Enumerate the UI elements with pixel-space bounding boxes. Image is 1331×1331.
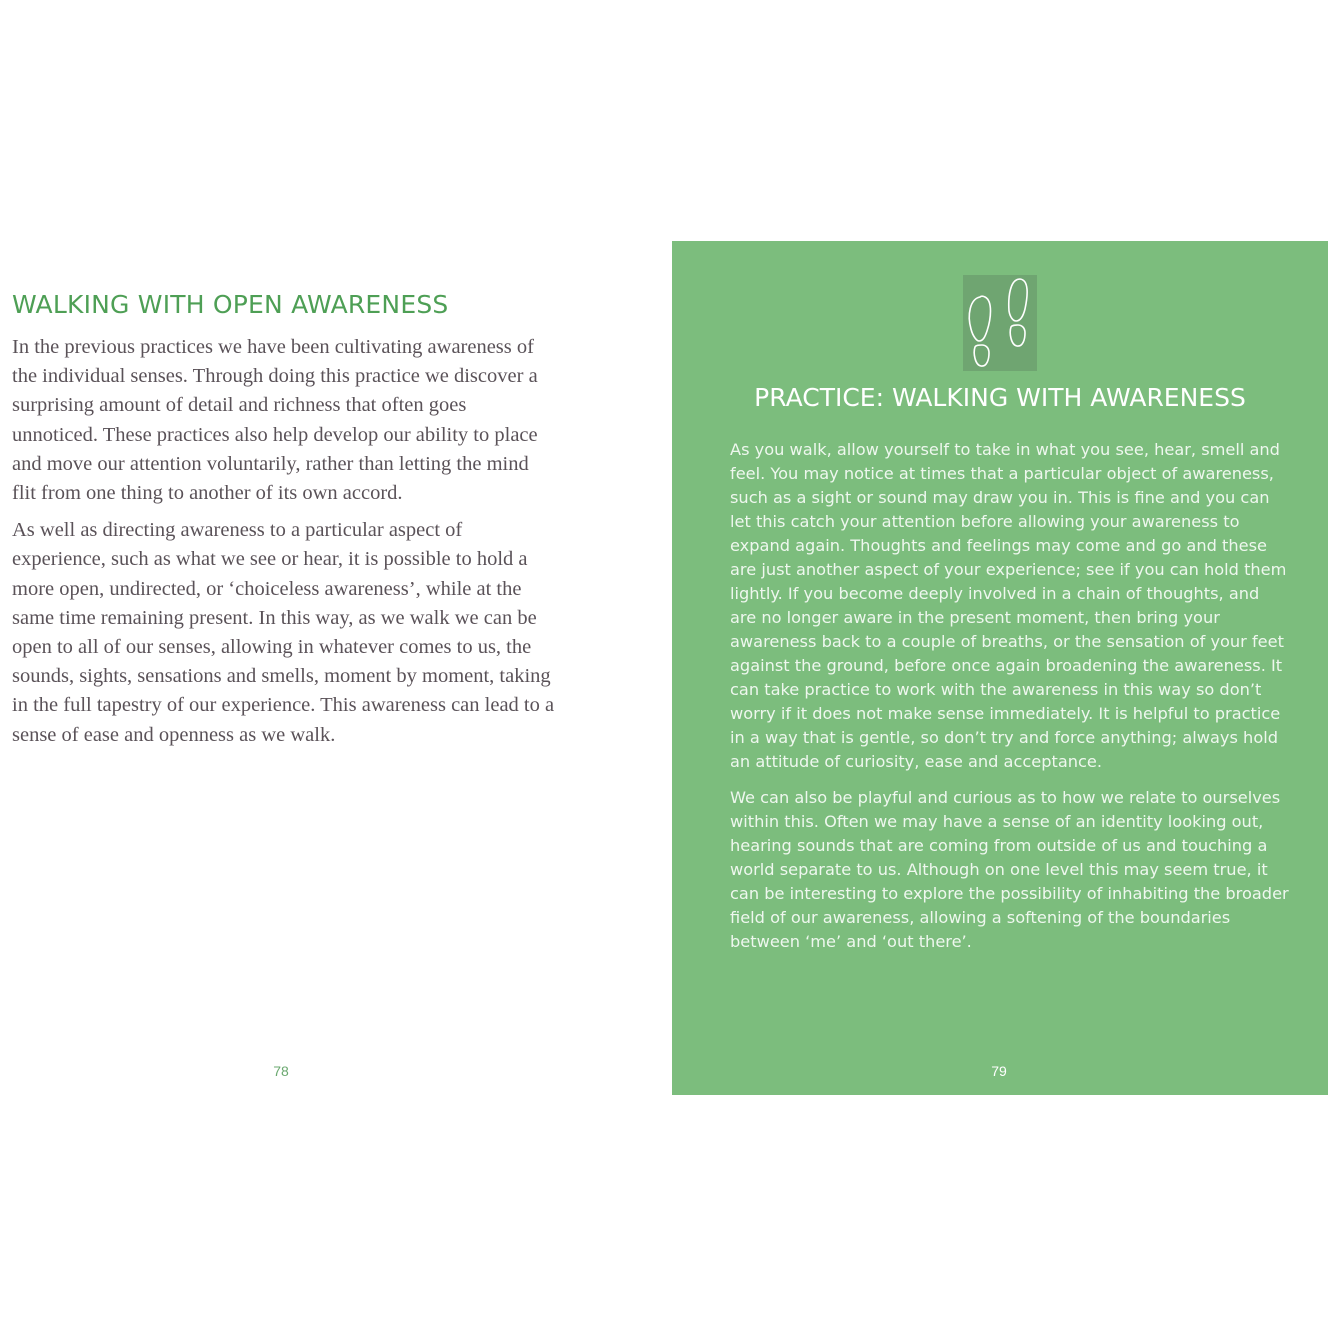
page-number-right: 79	[991, 1063, 1007, 1079]
practice-panel	[672, 241, 1328, 1095]
page-number-left: 78	[273, 1063, 289, 1079]
left-page	[0, 0, 665, 1331]
practice-heading: PRACTICE: WALKING WITH AWARENESS	[754, 383, 1246, 412]
paragraph: We can also be playful and curious as to how we relate to ourselves within this. Often we may have a sense of an identity looking out, hearing sounds that are coming from outside of us and touching a world separate to us. Although on one level this may seem true, it can be interesting to explore the possibility of inhabiting the broader field of our awareness, allowing a softening of the boundaries between ‘me’ and ‘out there’.	[730, 788, 1289, 951]
section-heading: WALKING WITH OPEN AWARENESS	[12, 290, 449, 319]
left-body-text	[12, 333, 557, 758]
practice-body-text	[730, 438, 1290, 966]
paragraph: As you walk, allow yourself to take in what you see, hear, smell and feel. You may notice at times that a particular object of awareness, such as a sight or sound may draw you in. This is fine and you can let this catch your attention before allowing your awareness to expand again. Thoughts and feelings may come and go and these are just another aspect of your experience; see if you can hold them lightly. If you become deeply involved in a chain of thoughts, and are no longer aware in the present moment, then bring your awareness back to a couple of breaths, or the sensation of your feet against the ground, before once again broadening the awareness. It can take practice to work with the awareness in this way so don’t worry if it does not make sense immediately. It is helpful to practice in a way that is gentle, so don’t try and force anything; always hold an attitude of curiosity, ease and acceptance.	[730, 440, 1287, 771]
paragraph: In the previous practices we have been cultivating awareness of the individual senses. Through doing this practice we discover a surprising amount of detail and richness that often goes unnoticed. These practices also help develop our ability to place and move our attention voluntarily, rather than letting the mind flit from one thing to another of its own accord.	[12, 336, 538, 505]
footprints-icon	[963, 275, 1037, 371]
paragraph: As well as directing awareness to a particular aspect of experience, such as what we see or hear, it is possible to hold a more open, undirected, or ‘choiceless awareness’, while at the same time remaining present. In this way, as we walk we can be open to all of our senses, allowing in whatever comes to us, the sounds, sights, sensations and smells, moment by moment, taking in the full tapestry of our experience. This awareness can lead to a sense of ease and openness as we walk.	[12, 519, 555, 746]
